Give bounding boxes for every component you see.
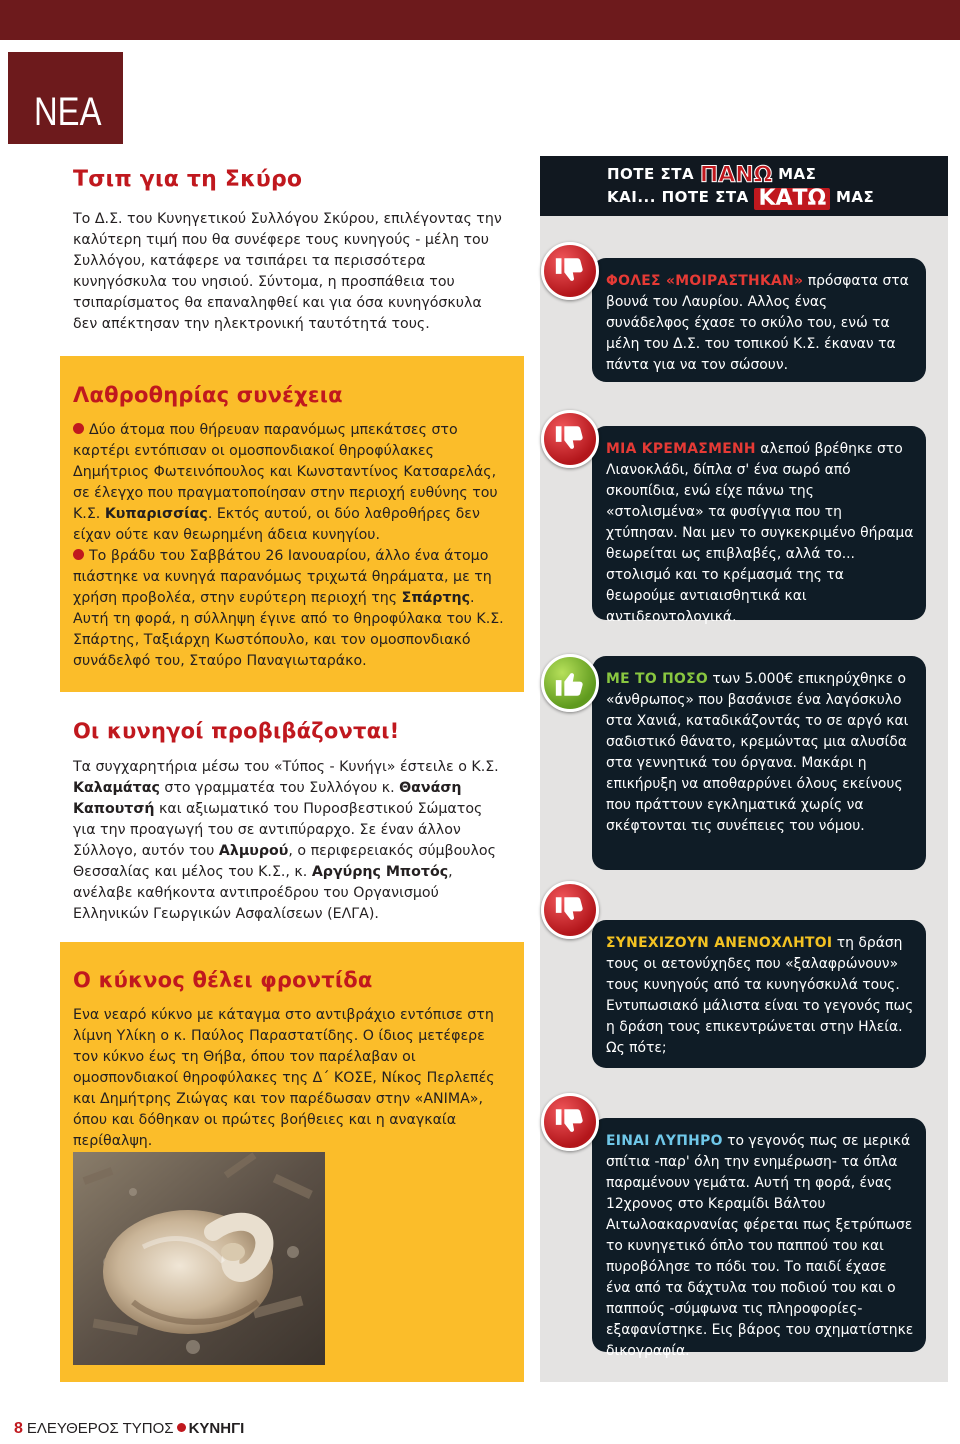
card-text bbox=[606, 271, 914, 376]
sidebar-header-line-2 bbox=[607, 188, 874, 210]
article-body-poaching bbox=[73, 420, 507, 672]
card-body: τη δράση τους οι αετονύχηδες που «ξαλαφρώνουν» τους κυνηγούς από τα κυνηγόσκυλά τους. Εντυπωσιακό μάλιστα είναι το γεγονός πως η δράση τους επικεντρώνεται στην Ηλεία. Ως πότε; bbox=[606, 935, 914, 1056]
poaching-text-2a: Το βράδυ του Σαββάτου 26 Ιανουαρίου, άλλο ένα άτομο πιάστηκε να κυνηγά παρανόμως τριχωτά θηράματα, με τη χρήση προβολέα, στην ευρύτερη περιοχή της bbox=[73, 548, 492, 606]
article-body-swan: Ενα νεαρό κύκνο με κάταγμα στο αντιβράχιο εντόπισε στη λίμνη Υλίκη ο κ. Παύλος Παραστατίδης. Ο ίδιος μετέφερε τον κύκνο έως τη Θήβα, όπου τον παρέλαβαν οι ομοσπονδιακοί θηροφύλακες της Δ΄ ΚΟΣΕ, Νίκος Περλεπές και Δημήτρης Ζιώγας και τον παρέδωσαν στην «ΑΝΙΜΑ», όπου και δόθηκαν οι πρώτες βοήθειες και η αναγκαία περίθαλψη. bbox=[73, 1007, 495, 1149]
sidebar-card bbox=[592, 258, 926, 382]
promo-text-2: στο γραμματέα του Συλλόγου κ. bbox=[159, 780, 400, 796]
sidebar-card bbox=[592, 920, 926, 1068]
bullet-icon bbox=[73, 549, 84, 560]
card-text bbox=[606, 933, 914, 1059]
sidebar-card bbox=[592, 426, 926, 625]
poaching-text-1a: Δύο άτομα που θήρευαν παρανόμως μπεκάτσες στο καρτέρι εντόπισαν οι ομοσπονδιακοί θηροφύλακες Δημήτριος Φωτεινόπουλος και Κωνσταντίνος Κατσαρελάς, σε έλεγχο που πραγματοποίησαν στην περιοχή ευθύνης του Κ.Σ. bbox=[73, 422, 498, 522]
card-text bbox=[606, 669, 914, 837]
card-body: το γεγονός πως σε μερικά σπίτια -παρ' όλη την ενημέρωση- τα όπλα παραμένουν γεμάτα. Αυτή τη φορά, ένας 12χρονος στο Κεραμίδι Βάλτου Αιτωλοακαρνανίας φέρεται πως ξετρύπωσε το κυνηγετικό όπλο του παππού του και πυροβόλησε το πόδι του. Το παιδί έχασε ένα από τα δάχτυλα του ποδιού του και ο παππούς -σύμφωνα τις πληροφορίες- εξαφανίστηκε. Εις βάρος του σχηματίστηκε δικογραφία. bbox=[606, 1133, 914, 1359]
page-footer bbox=[14, 1420, 244, 1438]
bullet-icon bbox=[73, 423, 84, 434]
card-text bbox=[606, 1131, 914, 1362]
header-text: ΠΟΤΕ ΣΤΑ bbox=[607, 165, 695, 183]
poaching-text-1b: Κυπαρισσίας bbox=[104, 506, 208, 522]
header-text: ΜΑΣ bbox=[778, 165, 817, 183]
header-text: ΚΑΙ... ΠΟΤΕ ΣΤΑ bbox=[607, 188, 749, 206]
sidebar-header bbox=[540, 156, 948, 216]
promo-bold-4: Αργύρης Μποτός bbox=[311, 864, 449, 880]
card-keyword: ΜΕ ΤΟ ΠΟΣΟ bbox=[606, 671, 708, 687]
header-text: ΜΑΣ bbox=[836, 188, 875, 206]
thumbs-up-icon bbox=[541, 654, 599, 712]
page-number: 8 bbox=[14, 1420, 23, 1437]
card-body: αλεπού βρέθηκε στο Λιανοκλάδι, δίπλα σ' ένα σωρό από σκουπίδια, ενώ είχε πάνω της «στολισμένα» τα φυσίγγια που τη χτύπησαν. Ναι μεν το συγκεκριμένο θήραμα θεωρείται ως επιβλαβές, αλλά το... στολισμό και το κρέμασμά της τα θεωρούμε αντιαισθητικά και αντιδεοντολογικά. bbox=[606, 441, 914, 625]
thumbs-down-icon bbox=[541, 410, 599, 468]
section-label: ΝΕΑ bbox=[34, 90, 102, 134]
sidebar-card bbox=[592, 656, 926, 870]
publication-name: ΕΛΕΥΘΕΡΟΣ ΤΥΠΟΣ bbox=[26, 1420, 174, 1437]
promo-bold-1: Καλαμάτας bbox=[73, 780, 160, 796]
article-body-promotions bbox=[73, 757, 507, 925]
thumbs-down-icon bbox=[541, 1093, 599, 1151]
promo-text-5: , ανέλαβε καθήκοντα αντιπροέδρου του Οργανισμού Ελληνικών Γεωργικών Ασφαλίσεων (ΕΛΓΑ). bbox=[73, 864, 453, 922]
publication-brand: ΚΥΝΗΓΙ bbox=[188, 1420, 245, 1437]
poaching-text-1c: . Εκτός αυτού, οι δύο λαθροθήρες δεν είχαν ούτε καν θεωρημένη άδεια κυνηγίου. bbox=[73, 506, 480, 543]
promo-bold-2: Θανάση Καπουτσή bbox=[73, 780, 462, 817]
article-title-poaching: Λαθροθηρίας συνέχεια bbox=[73, 383, 343, 407]
top-bar bbox=[0, 0, 960, 40]
article-title-swan: Ο κύκνος θέλει φροντίδα bbox=[73, 968, 373, 992]
thumbs-down-icon bbox=[541, 881, 599, 939]
card-text bbox=[606, 439, 914, 628]
article-body-tsip: Το Δ.Σ. του Κυνηγετικού Συλλόγου Σκύρου, επιλέγοντας την καλύτερη τιμή που θα συνέφερε τους κυνηγούς - μέλη του Συλλόγου, κατάφερε να τσιπάρει τα περισσότερα κυνηγόσκυλα του νησιού. Σύντομα, η προσπάθεια του τσιπαρίσματος θα επαναληφθεί και για όσα κυνηγόσκυλα δεν απέκτησαν την ηλεκτρονική ταυτότητά τους. bbox=[73, 211, 502, 332]
card-keyword: ΕΙΝΑΙ ΛΥΠΗΡΟ bbox=[606, 1133, 723, 1149]
swan-photo bbox=[73, 1152, 325, 1365]
promo-text-1: Τα συγχαρητήρια μέσω του «Τύπος - Κυνήγι» έστειλε ο Κ.Σ. bbox=[73, 759, 499, 775]
sidebar-header-line-1 bbox=[607, 165, 816, 187]
card-keyword: ΜΙΑ ΚΡΕΜΑΣΜΕΝΗ bbox=[606, 441, 756, 457]
dot-icon bbox=[177, 1423, 186, 1432]
sidebar-card bbox=[592, 1118, 926, 1359]
article-title-tsip: Τσιπ για τη Σκύρο bbox=[73, 167, 303, 192]
promo-text-3: και αξιωματικό του Πυροσβεστικού Σώματος για την προαγωγή του σε αντιπύραρχο. Σε έναν άλλον Σύλλογο, αυτόν του bbox=[73, 801, 483, 859]
section-tag bbox=[8, 52, 123, 144]
poaching-text-2b: Σπάρτης bbox=[401, 590, 471, 606]
promo-bold-3: Αλμυρού bbox=[218, 843, 289, 859]
card-body: πρόσφατα στα βουνά του Λαυρίου. Αλλος ένας συνάδελφος έχασε το σκύλο του, ενώ τα μέλη του Δ.Σ. του τοπικού Κ.Σ. έκαναν τα πάντα για να τον σώσουν. bbox=[606, 273, 909, 373]
card-body: των 5.000€ επικηρύχθηκε ο «άνθρωπος» που βασάνισε ένα λαγόσκυλο στα Χανιά, καταδικάζοντάς το σε αργό και σαδιστικό θάνατο, κρεμώντας μια αλυσίδα στα γεννητικά του όργανα. Μακάρι η επικήρυξη να αποθαρρύνει όλους εκείνους που πράττουν εγκληματικά χωρίς να σκέφτονται τις συνέπειες του νόμου. bbox=[606, 671, 909, 834]
header-word-down: ΚΑΤΩ bbox=[754, 188, 830, 210]
header-word-up: ΠΑΝΩ bbox=[699, 163, 773, 188]
swan-photo-illustration bbox=[73, 1152, 325, 1365]
card-keyword: ΦΟΛΕΣ «ΜΟΙΡΑΣΤΗΚΑΝ» bbox=[606, 273, 804, 289]
thumbs-down-icon bbox=[541, 242, 599, 300]
promo-text-4: , ο περιφερειακός σύμβουλος Θεσσαλίας και μέλος του Κ.Σ., κ. bbox=[73, 843, 496, 880]
poaching-text-2c: . Αυτή τη φορά, η σύλληψη έγινε από το θηροφύλακα του Κ.Σ. Σπάρτης, Ταξιάρχη Κωστόπουλο, και τον ομοσπονδιακό συνάδελφό του, Σταύρο Παναγιωταράκο. bbox=[73, 590, 504, 669]
article-title-promotions: Οι κυνηγοί προβιβάζονται! bbox=[73, 719, 400, 743]
card-keyword: ΣΥΝΕΧΙΖΟΥΝ ΑΝΕΝΟΧΛΗΤΟΙ bbox=[606, 935, 833, 951]
